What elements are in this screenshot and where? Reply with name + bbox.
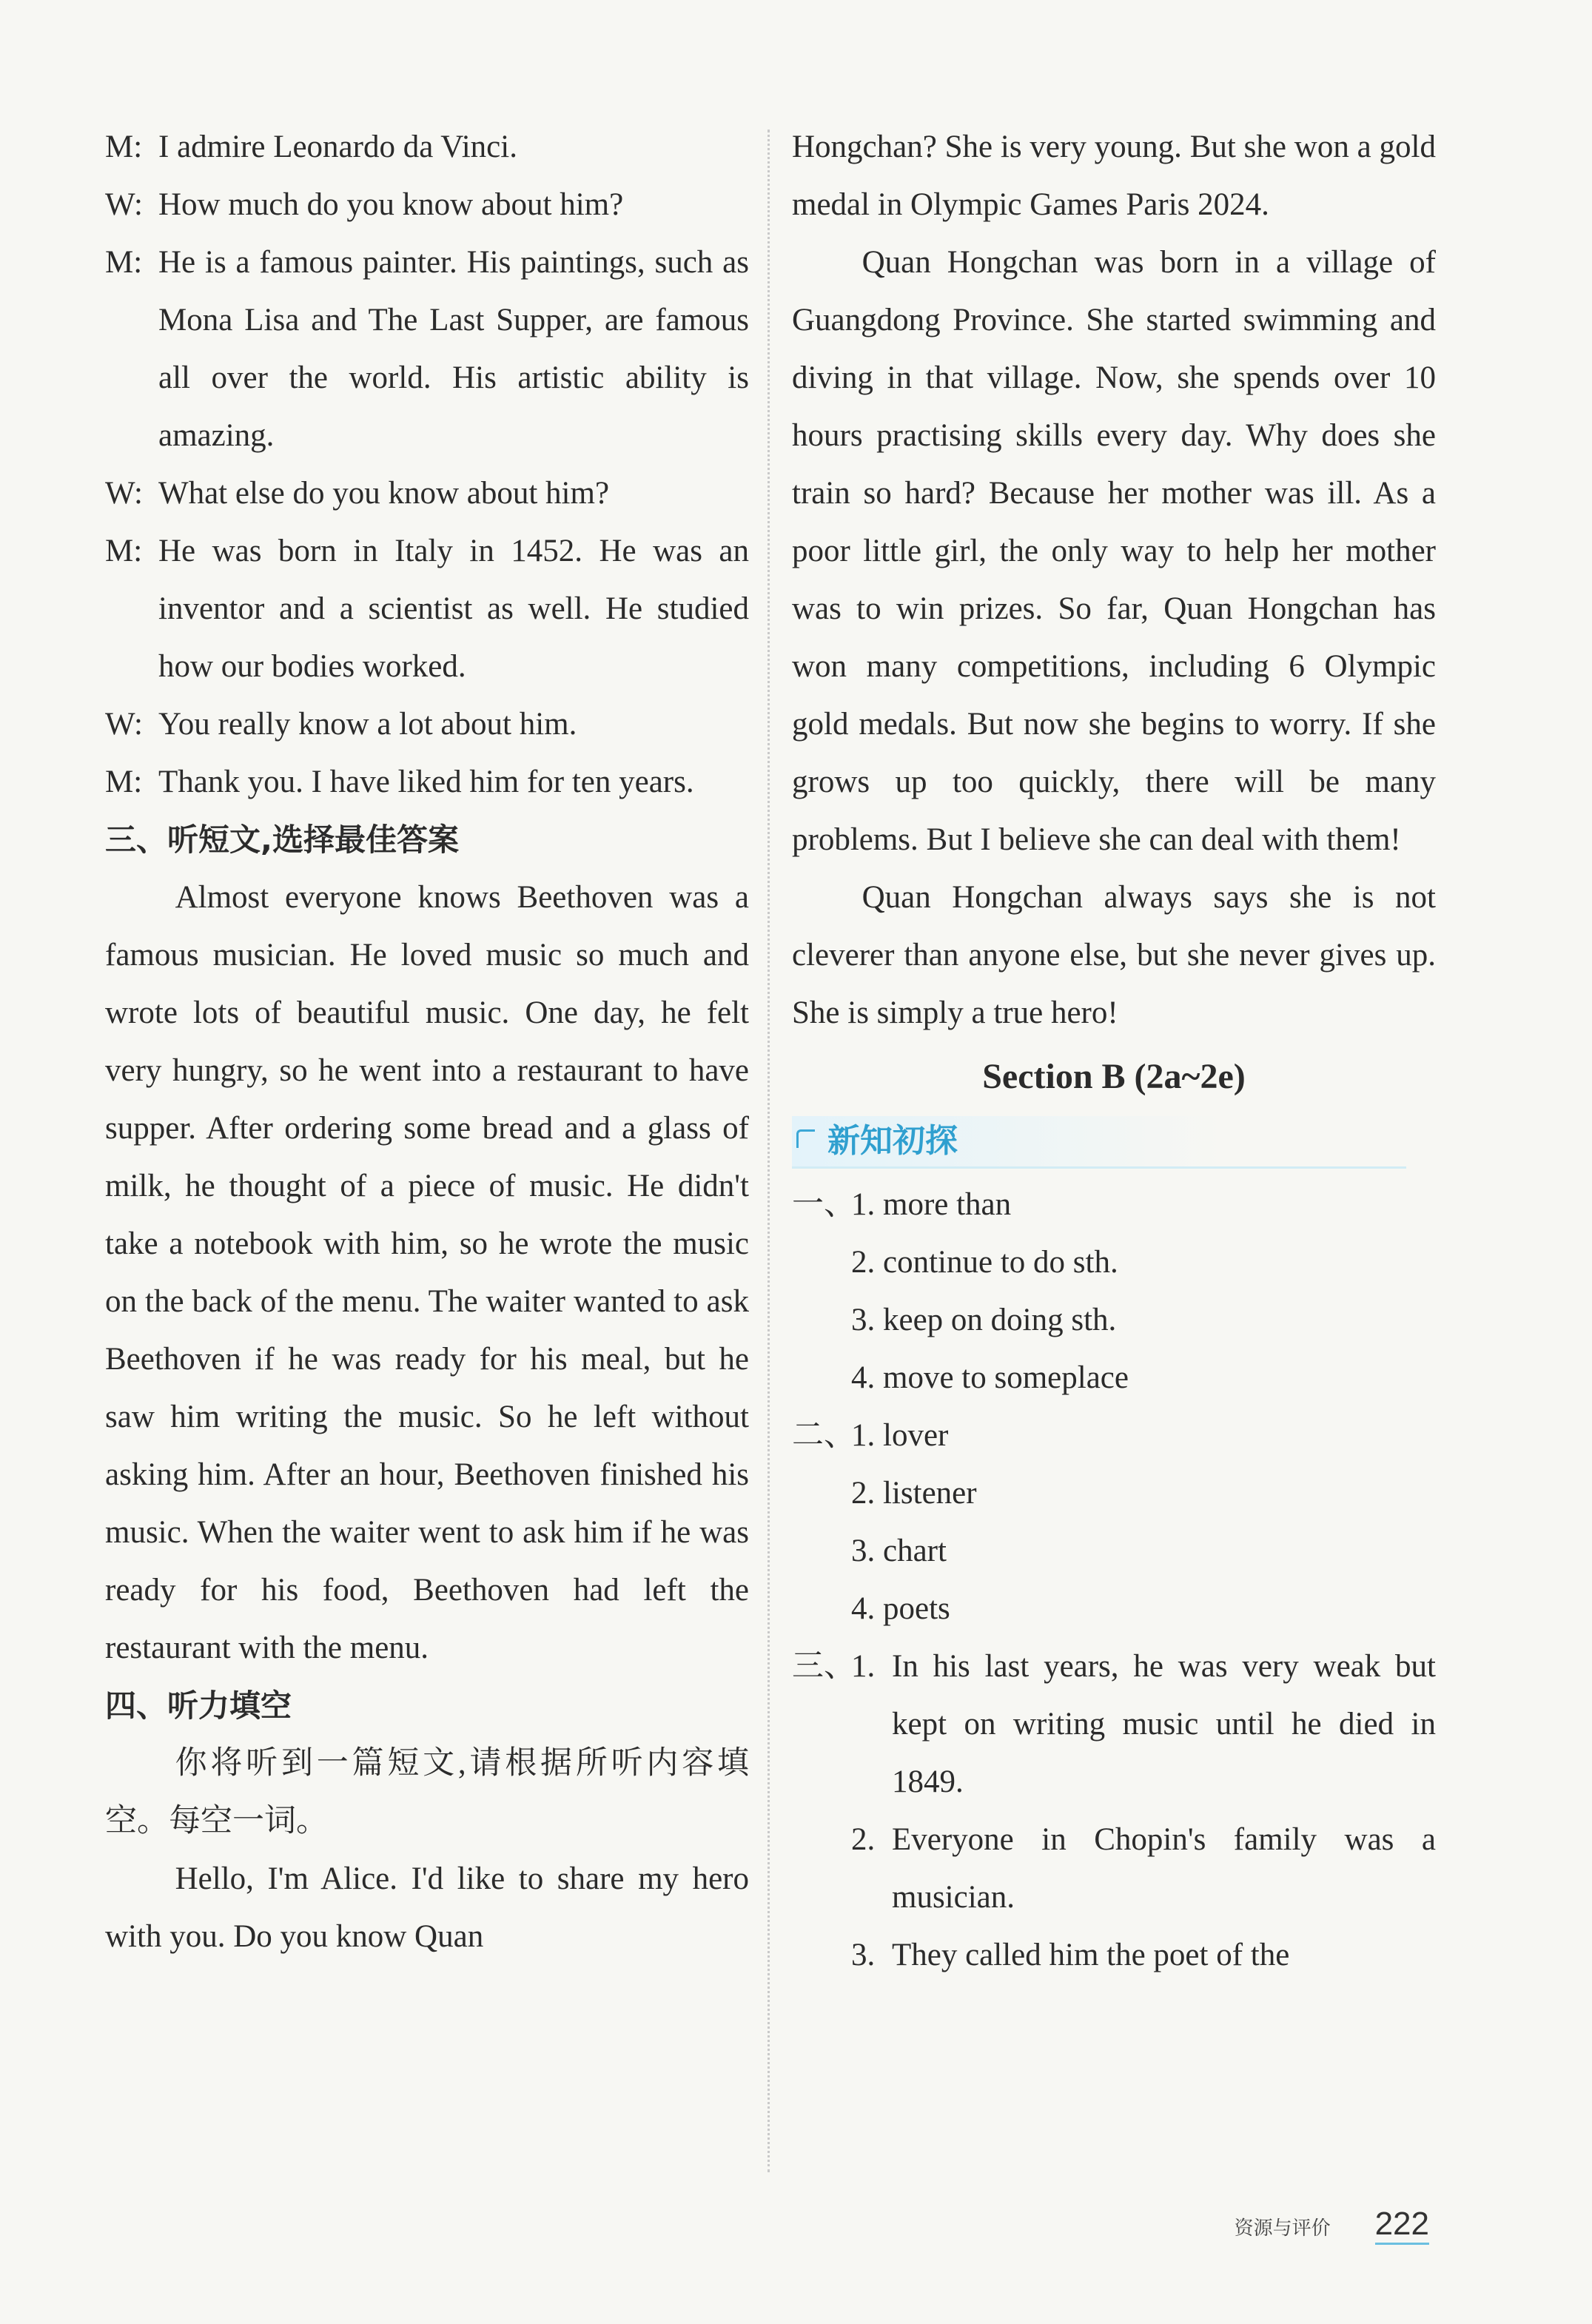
speaker-label: W:	[105, 476, 143, 511]
item-number: 2.	[851, 1822, 876, 1857]
dialogue-line	[105, 753, 749, 811]
answer-text: In his last years, he was very weak but kept on writing music until he died in 1849.	[892, 1649, 1436, 1799]
answer-text: Everyone in Chopin's family was a musician.	[892, 1822, 1436, 1915]
part4-instruction: 你将听到一篇短文,请根据所听内容填空。每空一词。	[105, 1746, 749, 1838]
answer-text: 2. continue to do sth.	[851, 1245, 1118, 1280]
part4-passage-start: Hello, I'm Alice. I'd like to share my hero with you. Do you know Quan	[105, 1861, 749, 1954]
answer-text: 4. move to someplace	[851, 1360, 1129, 1395]
passage-continuation: Hongchan? She is very young. But she won a gold medal in Olympic Games Paris 2024.	[792, 130, 1436, 222]
speaker-label: M:	[105, 245, 143, 280]
beethoven-passage: Almost everyone knows Beethoven was a famous musician. He loved music so much and wrote lots of beautiful music. One day, he felt very hungry, so he went into a restaurant to have supper. After ordering some bread and a glass of milk, he thought of a piece of music. He didn't take a notebook with him, so he wrote the music on the back of the menu. The waiter wanted to ask Beethoven if he was ready for his meal, but he saw him writing the music. So he left without asking him. After an hour, Beethoven finished his music. When the waiter went to ask him if he was ready for his food, Beethoven had left the restaurant with the menu.	[105, 880, 749, 1665]
answer-text: 1. more than	[851, 1187, 1012, 1222]
dialogue-text: He is a famous painter. His paintings, such as Mona Lisa and The Last Supper, are famous all over the world. His artistic ability is amazing.	[158, 245, 749, 453]
answer-item	[792, 1522, 1436, 1580]
dialogue-text: You really know a lot about him.	[158, 707, 577, 742]
answer-text: 3. keep on doing sth.	[851, 1303, 1117, 1337]
answer-text: 4. poets	[851, 1591, 950, 1626]
group-label: 二、	[792, 1418, 856, 1453]
bookmark-icon	[796, 1129, 815, 1148]
left-column	[105, 118, 749, 1966]
answer-item	[792, 1465, 1436, 1522]
answer-text: 1. lover	[851, 1418, 949, 1453]
part4-heading: 四、听力填空	[105, 1687, 292, 1724]
item-number: 3.	[851, 1938, 876, 1972]
dialogue-line	[105, 465, 749, 523]
section-title: Section B (2a~2e)	[982, 1057, 1246, 1096]
answer-item	[792, 1811, 1436, 1927]
group-label: 一、	[792, 1187, 856, 1222]
right-column	[792, 118, 1436, 1984]
part3-heading: 三、听短文,选择最佳答案	[105, 822, 459, 858]
answer-text: 2. listener	[851, 1476, 977, 1511]
footer-source: 资源与评价	[1234, 2217, 1331, 2240]
item-number: 1.	[851, 1649, 876, 1684]
answer-item	[792, 1349, 1436, 1407]
dialogue-line	[105, 118, 749, 176]
answer-item	[792, 1580, 1436, 1638]
dialogue-text: What else do you know about him?	[158, 476, 610, 511]
dialogue-text: He was born in Italy in 1452. He was an inventor and a scientist as well. He studied how our bodies worked.	[158, 534, 749, 684]
speaker-label: M:	[105, 765, 143, 799]
answer-item	[792, 1927, 1436, 1984]
passage-paragraph-2: Quan Hongchan was born in a village of Guangdong Province. She started swimming and diving in that village. Now, she spends over 10 hours practising skills every day. Why does she train so hard? Because her mother was ill. As a poor little girl, the only way to help her mother was to win prizes. So far, Quan Hongchan has won many competitions, including 6 Olympic gold medals. But now she begins to worry. If she grows up too quickly, there will be many problems. But I believe she can deal with them!	[792, 245, 1436, 857]
speaker-label: W:	[105, 187, 143, 222]
answer-item	[792, 1234, 1436, 1292]
answer-item	[792, 1638, 1436, 1811]
page-number: 222	[1375, 2206, 1429, 2245]
answer-item	[792, 1292, 1436, 1349]
answer-text: They called him the poet of the	[892, 1938, 1290, 1972]
passage-paragraph-3: Quan Hongchan always says she is not cleverer than anyone else, but she never gives up. She is simply a true hero!	[792, 880, 1436, 1030]
dialogue-line	[105, 523, 749, 696]
answer-text: 3. chart	[851, 1534, 947, 1568]
group-label: 三、	[792, 1649, 856, 1684]
speaker-label: M:	[105, 534, 143, 568]
dialogue-text: I admire Leonardo da Vinci.	[158, 130, 517, 164]
answer-item	[792, 1176, 1436, 1234]
dialogue-line	[105, 696, 749, 753]
page-footer	[1235, 2206, 1429, 2245]
answer-item	[792, 1407, 1436, 1465]
dialogue-text: How much do you know about him?	[158, 187, 624, 222]
speaker-label: W:	[105, 707, 143, 742]
speaker-label: M:	[105, 130, 143, 164]
column-divider	[768, 130, 770, 2172]
section-banner	[792, 1116, 1406, 1169]
dialogue-line	[105, 176, 749, 234]
dialogue-text: Thank you. I have liked him for ten years.	[158, 765, 694, 799]
banner-label: 新知初探	[827, 1122, 958, 1160]
dialogue-line	[105, 234, 749, 465]
